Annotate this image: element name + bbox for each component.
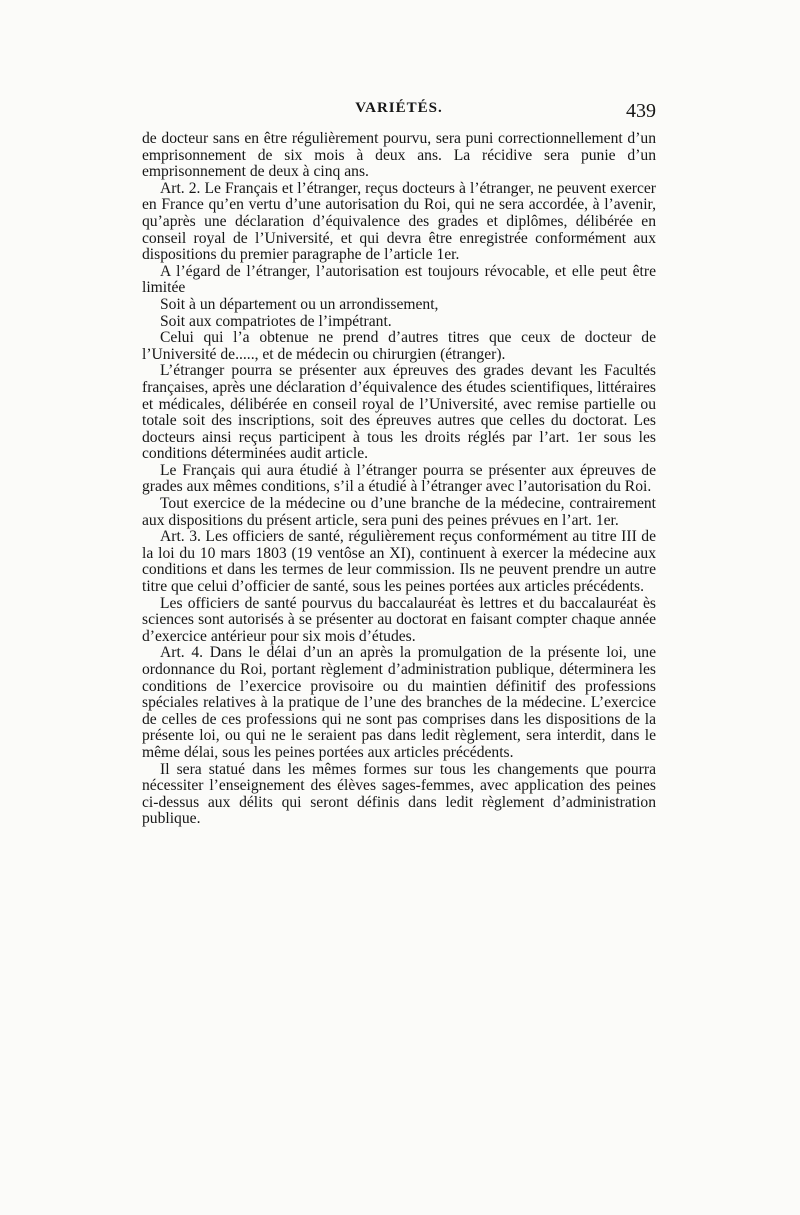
paragraph: L’étranger pourra se présenter aux épreuves des grades devant les Facultés françaises, après une déclaration d’équivalence des études scientifiques, littéraires et médicales, délibérée en conseil royal de l’Université, avec remise partielle ou totale soit des inscriptions, soit des épreuves autres que celles du doctorat. Les docteurs ainsi reçus participent à tous les droits réglés par l’art. 1er sous les conditions déterminées audit article. (142, 362, 656, 463)
paragraph: Tout exercice de la médecine ou d’une branche de la médecine, contrairement aux dispositions du présent article, sera puni des peines prévues en l’art. 1er. (142, 495, 656, 529)
paragraph: Celui qui l’a obtenue ne prend d’autres titres que ceux de docteur de l’Université de....., et de médecin ou chirurgien (étranger). (142, 329, 656, 363)
paragraph: Le Français qui aura étudié à l’étranger pourra se présenter aux épreuves de grades aux mêmes conditions, s’il a étudié à l’étranger avec l’autorisation du Roi. (142, 461, 656, 496)
paragraph: Art. 3. Les officiers de santé, régulièrement reçus conformément au titre III de la loi du 10 mars 1803 (19 ventôse an XI), continuent à exercer la médecine aux conditions et dans les termes de leur commission. Ils ne peuvent prendre un autre titre que celui d’officier de santé, sous les peines portées aux articles précédents. (142, 528, 656, 596)
paragraph: Soit à un département ou un arrondissement, (160, 295, 439, 313)
page-number: 439 (626, 100, 656, 122)
paragraph: A l’égard de l’étranger, l’autorisation est toujours révocable, et elle peut être limitée (142, 262, 656, 297)
paragraph: de docteur sans en être régulièrement pourvu, sera puni correctionnellement d’un emprisonnement de six mois à deux ans. La récidive sera punie d’un emprisonnement de deux à cinq ans. (142, 130, 656, 181)
page-header (142, 100, 656, 126)
paragraph: Art. 4. Dans le délai d’un an après la promulgation de la présente loi, une ordonnance du Roi, portant règlement d’administration publique, déterminera les conditions de l’exercice provisoire ou du maintien définitif des professions spéciales relatives à la pratique de l’une des branches de la médecine. L’exercice de celles de ces professions qui ne sont pas comprises dans les dispositions de la présente loi, ou qui ne le seraient pas dans ledit règlement, sera interdit, dans le même délai, sous les peines portées aux articles précédents. (142, 644, 656, 761)
paragraph: Les officiers de santé pourvus du baccalauréat ès lettres et du baccalauréat ès sciences sont autorisés à se présenter au doctorat en faisant compter chaque année d’exercice antérieur pour six mois d’études. (142, 594, 656, 645)
paragraph: Il sera statué dans les mêmes formes sur tous les changements que pourra nécessiter l’enseignement des élèves sages-femmes, avec application des peines ci-dessus aux délits qui seront définis dans ledit règlement d’administration publique. (142, 760, 656, 828)
paragraph: Soit aux compatriotes de l’impétrant. (160, 312, 392, 330)
paragraph: Art. 2. Le Français et l’étranger, reçus docteurs à l’étranger, ne peuvent exercer en France qu’en vertu d’une autorisation du Roi, qui ne sera accordée, à l’avenir, qu’après une déclaration d’équivalence des grades et diplômes, délibérée en conseil royal de l’Université, et qui devra être enregistrée conformément aux dispositions du premier paragraphe de l’article 1er. (142, 179, 656, 264)
body-text (142, 131, 656, 828)
running-title: VARIÉTÉS. (355, 100, 443, 116)
